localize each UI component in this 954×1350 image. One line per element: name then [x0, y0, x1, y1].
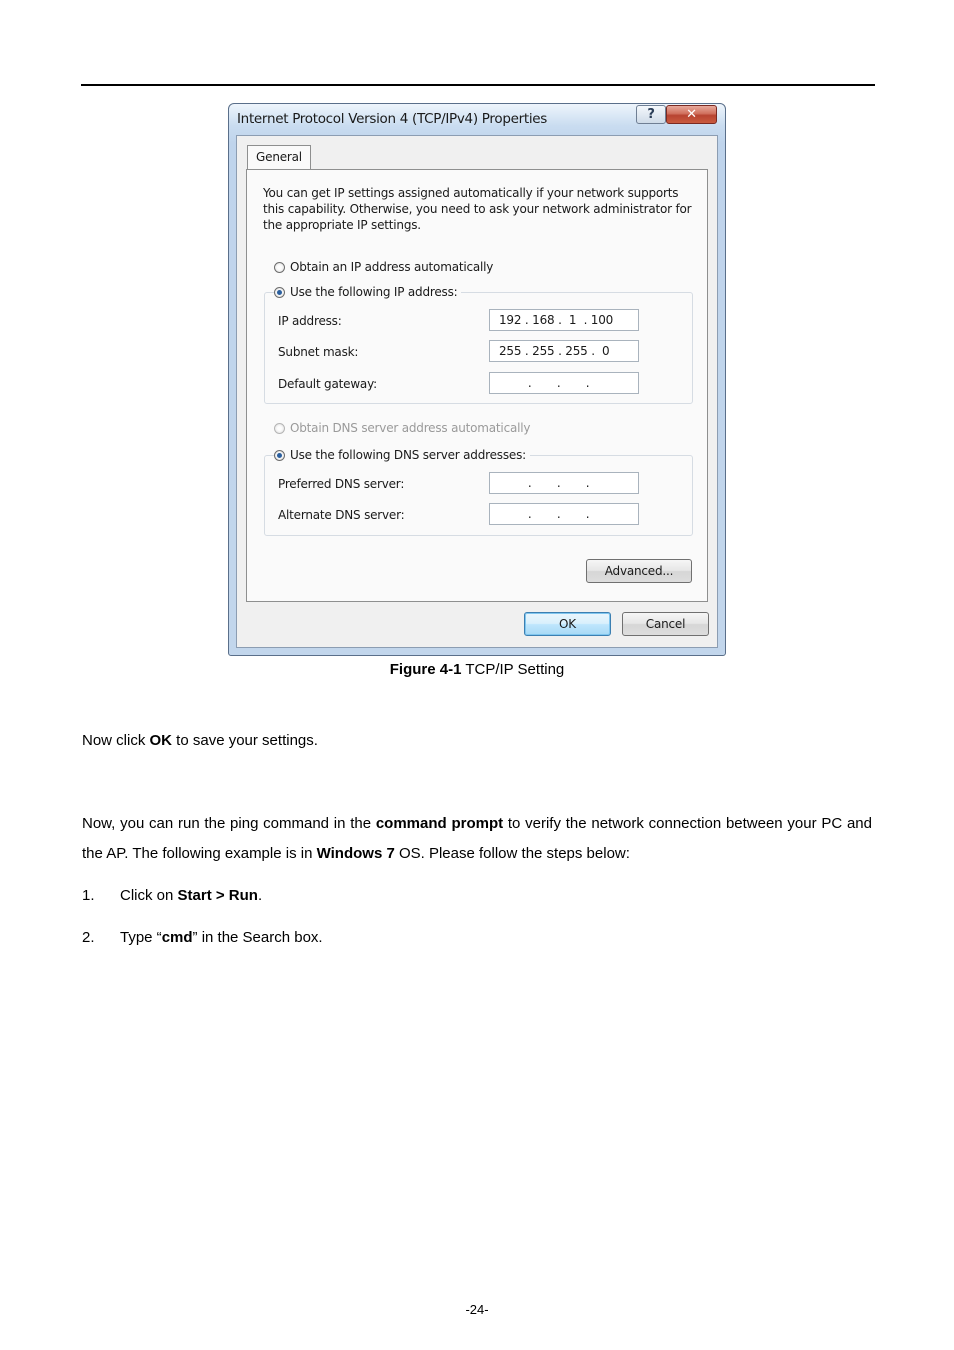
radio-selected-icon	[274, 450, 285, 461]
page-number: -24-	[465, 1302, 489, 1317]
text-run: Now click	[82, 732, 150, 749]
advanced-button[interactable]: Advanced...	[586, 559, 692, 583]
radio-selected-icon	[274, 287, 285, 298]
intro-text: You can get IP settings assigned automatically if your network supports this capability. Otherwise, you need to ask your network administrator for the appropriate IP settings.	[263, 186, 692, 232]
dialog-client-area	[236, 135, 718, 648]
step-number: 1.	[82, 887, 95, 904]
paragraph-save-settings	[82, 726, 318, 756]
radio-use-following-ip-label: Use the following IP address:	[290, 285, 458, 299]
text-run: Type “	[120, 929, 162, 946]
paragraph-ping-intro	[82, 809, 872, 869]
ok-button[interactable]: OK	[524, 612, 611, 636]
default-gateway-field[interactable]: . . .	[489, 372, 639, 394]
text-bold: OK	[149, 732, 173, 749]
figure-caption	[0, 661, 954, 678]
general-tab-panel	[246, 169, 708, 602]
text-bold: Start > Run	[177, 887, 258, 904]
text-run: OS. Please follow the steps below:	[394, 845, 630, 862]
text-bold: Windows 7	[316, 845, 395, 862]
ip-address-label: IP address:	[278, 314, 342, 328]
subnet-mask-label: Subnet mask:	[278, 345, 359, 359]
cancel-button[interactable]: Cancel	[622, 612, 709, 636]
alternate-dns-label: Alternate DNS server:	[278, 508, 405, 522]
help-button[interactable]: ?	[636, 105, 666, 124]
ip-address-field[interactable]: 192 . 168 . 1 . 100	[489, 309, 639, 331]
text-run: Now, you can run the ping command in the	[82, 815, 376, 832]
step-1	[82, 887, 262, 904]
text-run: .	[257, 887, 263, 904]
text-run: to save your settings.	[172, 732, 318, 749]
tab-general[interactable]: General	[247, 145, 311, 169]
text-bold: cmd	[161, 929, 193, 946]
text-run: to verify the network connection between your PC and the AP. The following example is in	[82, 815, 872, 862]
radio-obtain-ip-auto[interactable]	[274, 260, 497, 274]
header-rule	[81, 84, 875, 86]
dialog-title: Internet Protocol Version 4 (TCP/IPv4) Properties	[237, 111, 548, 127]
radio-obtain-dns-auto-label: Obtain DNS server address automatically	[290, 421, 531, 435]
radio-obtain-dns-auto[interactable]	[274, 421, 534, 435]
figure-title: TCP/IP Setting	[461, 661, 565, 678]
radio-circle-icon	[274, 423, 285, 434]
radio-use-following-dns-label: Use the following DNS server addresses:	[290, 448, 526, 462]
figure-number: Figure 4-1	[389, 661, 462, 678]
subnet-mask-field[interactable]: 255 . 255 . 255 . 0	[489, 340, 639, 362]
close-button[interactable]: ✕	[666, 105, 717, 124]
text-bold: command prompt	[375, 815, 504, 832]
radio-circle-icon	[274, 262, 285, 273]
radio-obtain-ip-auto-label: Obtain an IP address automatically	[290, 260, 494, 274]
text-run: Click on	[120, 887, 178, 904]
default-gateway-label: Default gateway:	[278, 377, 377, 391]
alternate-dns-field[interactable]: . . .	[489, 503, 639, 525]
radio-use-following-ip[interactable]	[274, 285, 461, 299]
preferred-dns-label: Preferred DNS server:	[278, 477, 405, 491]
radio-use-following-dns[interactable]	[274, 448, 530, 462]
preferred-dns-field[interactable]: . . .	[489, 472, 639, 494]
text-run: ” in the Search box.	[192, 929, 323, 946]
step-number: 2.	[82, 929, 95, 946]
tcpip-properties-dialog	[228, 103, 726, 656]
step-2	[82, 929, 323, 946]
